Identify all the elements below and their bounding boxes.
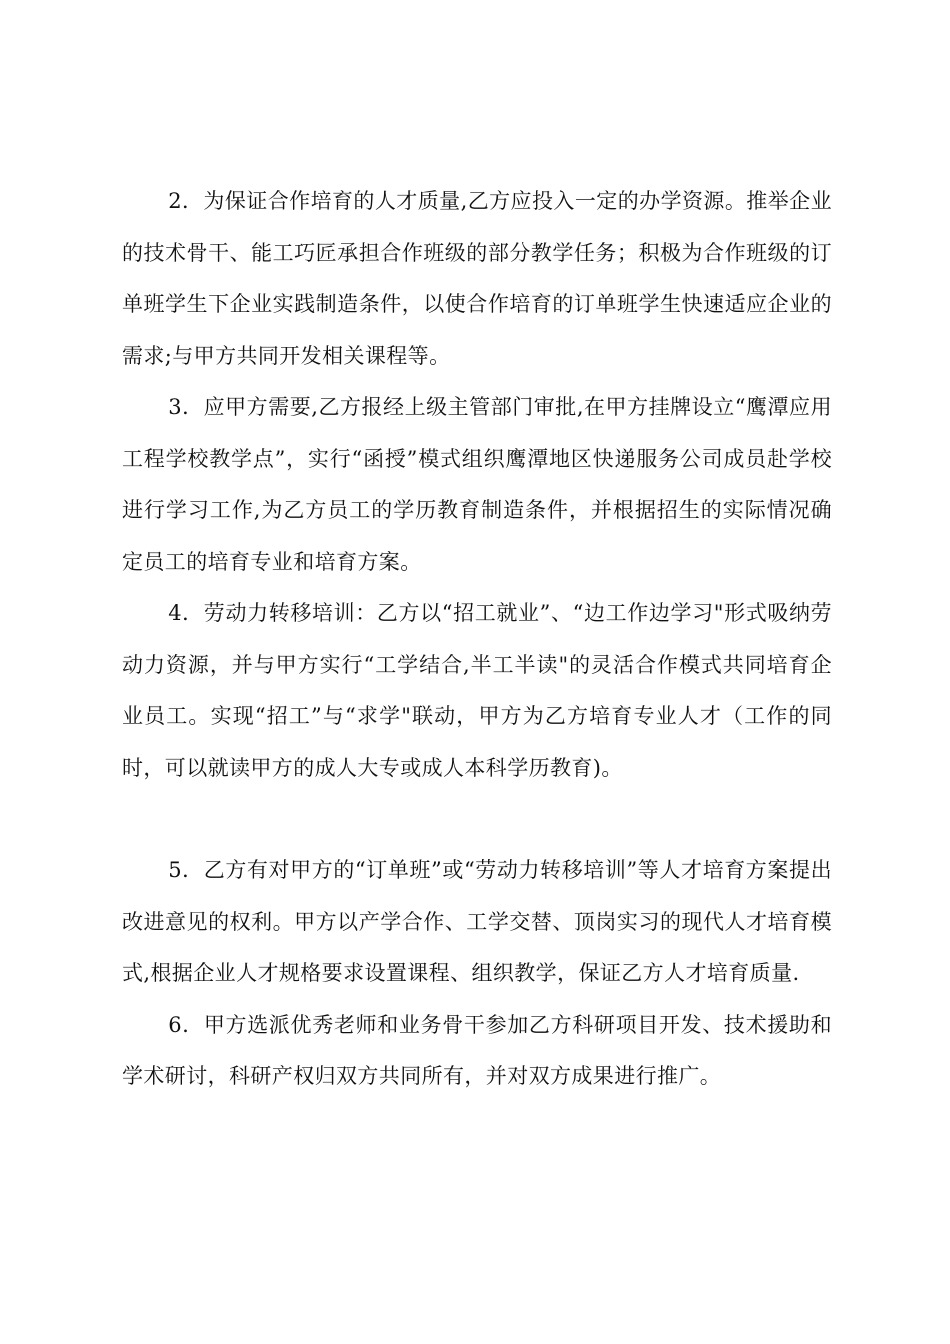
paragraph-item-5: 5．乙方有对甲方的“订单班”或“劳动力转移培训”等人才培育方案提出改进意见的权利。甲方以产学合作、工学交替、顶岗实习的现代人才培育模式,根据企业人才规格要求设置课程、组织教学，保证乙方人才培育质量. bbox=[122, 858, 832, 985]
document-body bbox=[122, 176, 832, 1103]
paragraph-item-3: 3．应甲方需要,乙方报经上级主管部门审批,在甲方挂牌设立“鹰潭应用工程学校教学点”，实行“函授”模式组织鹰潭地区快递服务公司成员赴学校进行学习工作,为乙方员工的学历教育制造条件，并根据招生的实际情况确定员工的培育专业和培育方案。 bbox=[122, 395, 832, 574]
paragraph-item-2: 2．为保证合作培育的人才质量,乙方应投入一定的办学资源。推举企业的技术骨干、能工巧匠承担合作班级的部分教学任务；积极为合作班级的订单班学生下企业实践制造条件，以使合作培育的订单班学生快速适应企业的需求;与甲方共同开发相关课程等。 bbox=[122, 189, 832, 368]
paragraph-item-4: 4．劳动力转移培训：乙方以“招工就业”、“边工作边学习"形式吸纳劳动力资源，并与甲方实行“工学结合,半工半读"的灵活合作模式共同培育企业员工。实现“招工”与“求学"联动，甲方为乙方培育专业人才（工作的同时，可以就读甲方的成人大专或成人本科学历教育)。 bbox=[122, 601, 832, 780]
paragraph-item-6: 6．甲方选派优秀老师和业务骨干参加乙方科研项目开发、技术援助和学术研讨，科研产权归双方共同所有，并对双方成果进行推广。 bbox=[122, 1012, 832, 1088]
